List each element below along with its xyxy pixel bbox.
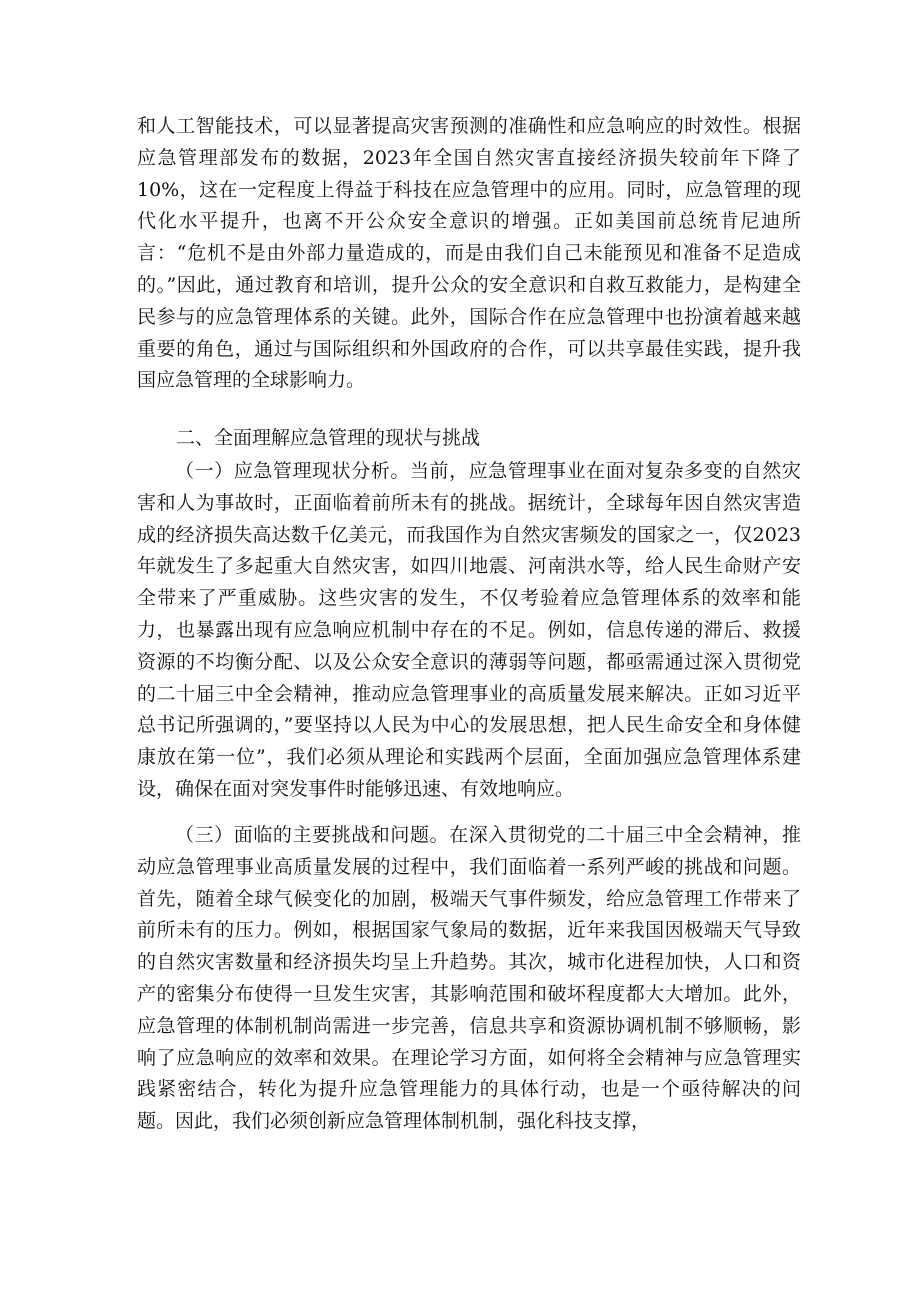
body-paragraph-status-analysis <box>137 456 801 806</box>
paragraph-text: （一）应急管理现状分析。当前，应急管理事业在面对复杂多变的自然灾害和人为事故时，正面临着前所未有的挑战。据统计，全球每年因自然灾害造成的经济损失高达数千亿美元，而我国作为自然灾害频发的国家之一，仅2023年就发生了多起重大自然灾害，如四川地震、河南洪水等，给人民生命财产安全带来了严重威胁。这些灾害的发生，不仅考验着应急管理体系的效率和能力，也暴露出现有应急响应机制中存在的不足。例如，信息传递的滞后、救援资源的不均衡分配、以及公众安全意识的薄弱等问题，都亟需通过深入贯彻党的二十届三中全会精神，推动应急管理事业的高质量发展来解决。正如习近平总书记所强调的，”要坚持以人民为中心的发展思想，把人民生命安全和身体健康放在第一位”，我们必须从理论和实践两个层面，全面加强应急管理体系建设，确保在面对突发事件时能够迅速、有效地响应。 <box>137 460 801 800</box>
body-paragraph-challenges <box>137 820 801 1138</box>
body-paragraph-continuation <box>137 111 801 397</box>
paragraph-text: （三）面临的主要挑战和问题。在深入贯彻党的二十届三中全会精神，推动应急管理事业高质量发展的过程中，我们面临着一系列严峻的挑战和问题。首先，随着全球气候变化的加剧，极端天气事件频发，给应急管理工作带来了前所未有的压力。例如，根据国家气象局的数据，近年来我国因极端天气导致的自然灾害数量和经济损失均呈上升趋势。其次，城市化进程加快，人口和资产的密集分布使得一旦发生灾害，其影响范围和破坏程度都大大增加。此外，应急管理的体制机制尚需进一步完善，信息共享和资源协调机制不够顺畅，影响了应急响应的效率和效果。在理论学习方面，如何将全会精神与应急管理实践紧密结合，转化为提升应急管理能力的具体行动，也是一个亟待解决的问题。因此，我们必须创新应急管理体制机制，强化科技支撑， <box>137 824 801 1133</box>
section-heading: 二、全面理解应急管理的现状与挑战 <box>176 427 481 449</box>
paragraph-text: 和人工智能技术，可以显著提高灾害预测的准确性和应急响应的时效性。根据应急管理部发布的数据，2023年全国自然灾害直接经济损失较前年下降了10%，这在一定程度上得益于科技在应急管理中的应用。同时，应急管理的现代化水平提升，也离不开公众安全意识的增强。正如美国前总统肯尼迪所言：“危机不是由外部力量造成的，而是由我们自己未能预见和准备不足造成的。”因此，通过教育和培训，提升公众的安全意识和自救互救能力，是构建全民参与的应急管理体系的关键。此外，国际合作在应急管理中也扮演着越来越重要的角色，通过与国际组织和外国政府的合作，可以共享最佳实践，提升我国应急管理的全球影响力。 <box>137 115 801 392</box>
